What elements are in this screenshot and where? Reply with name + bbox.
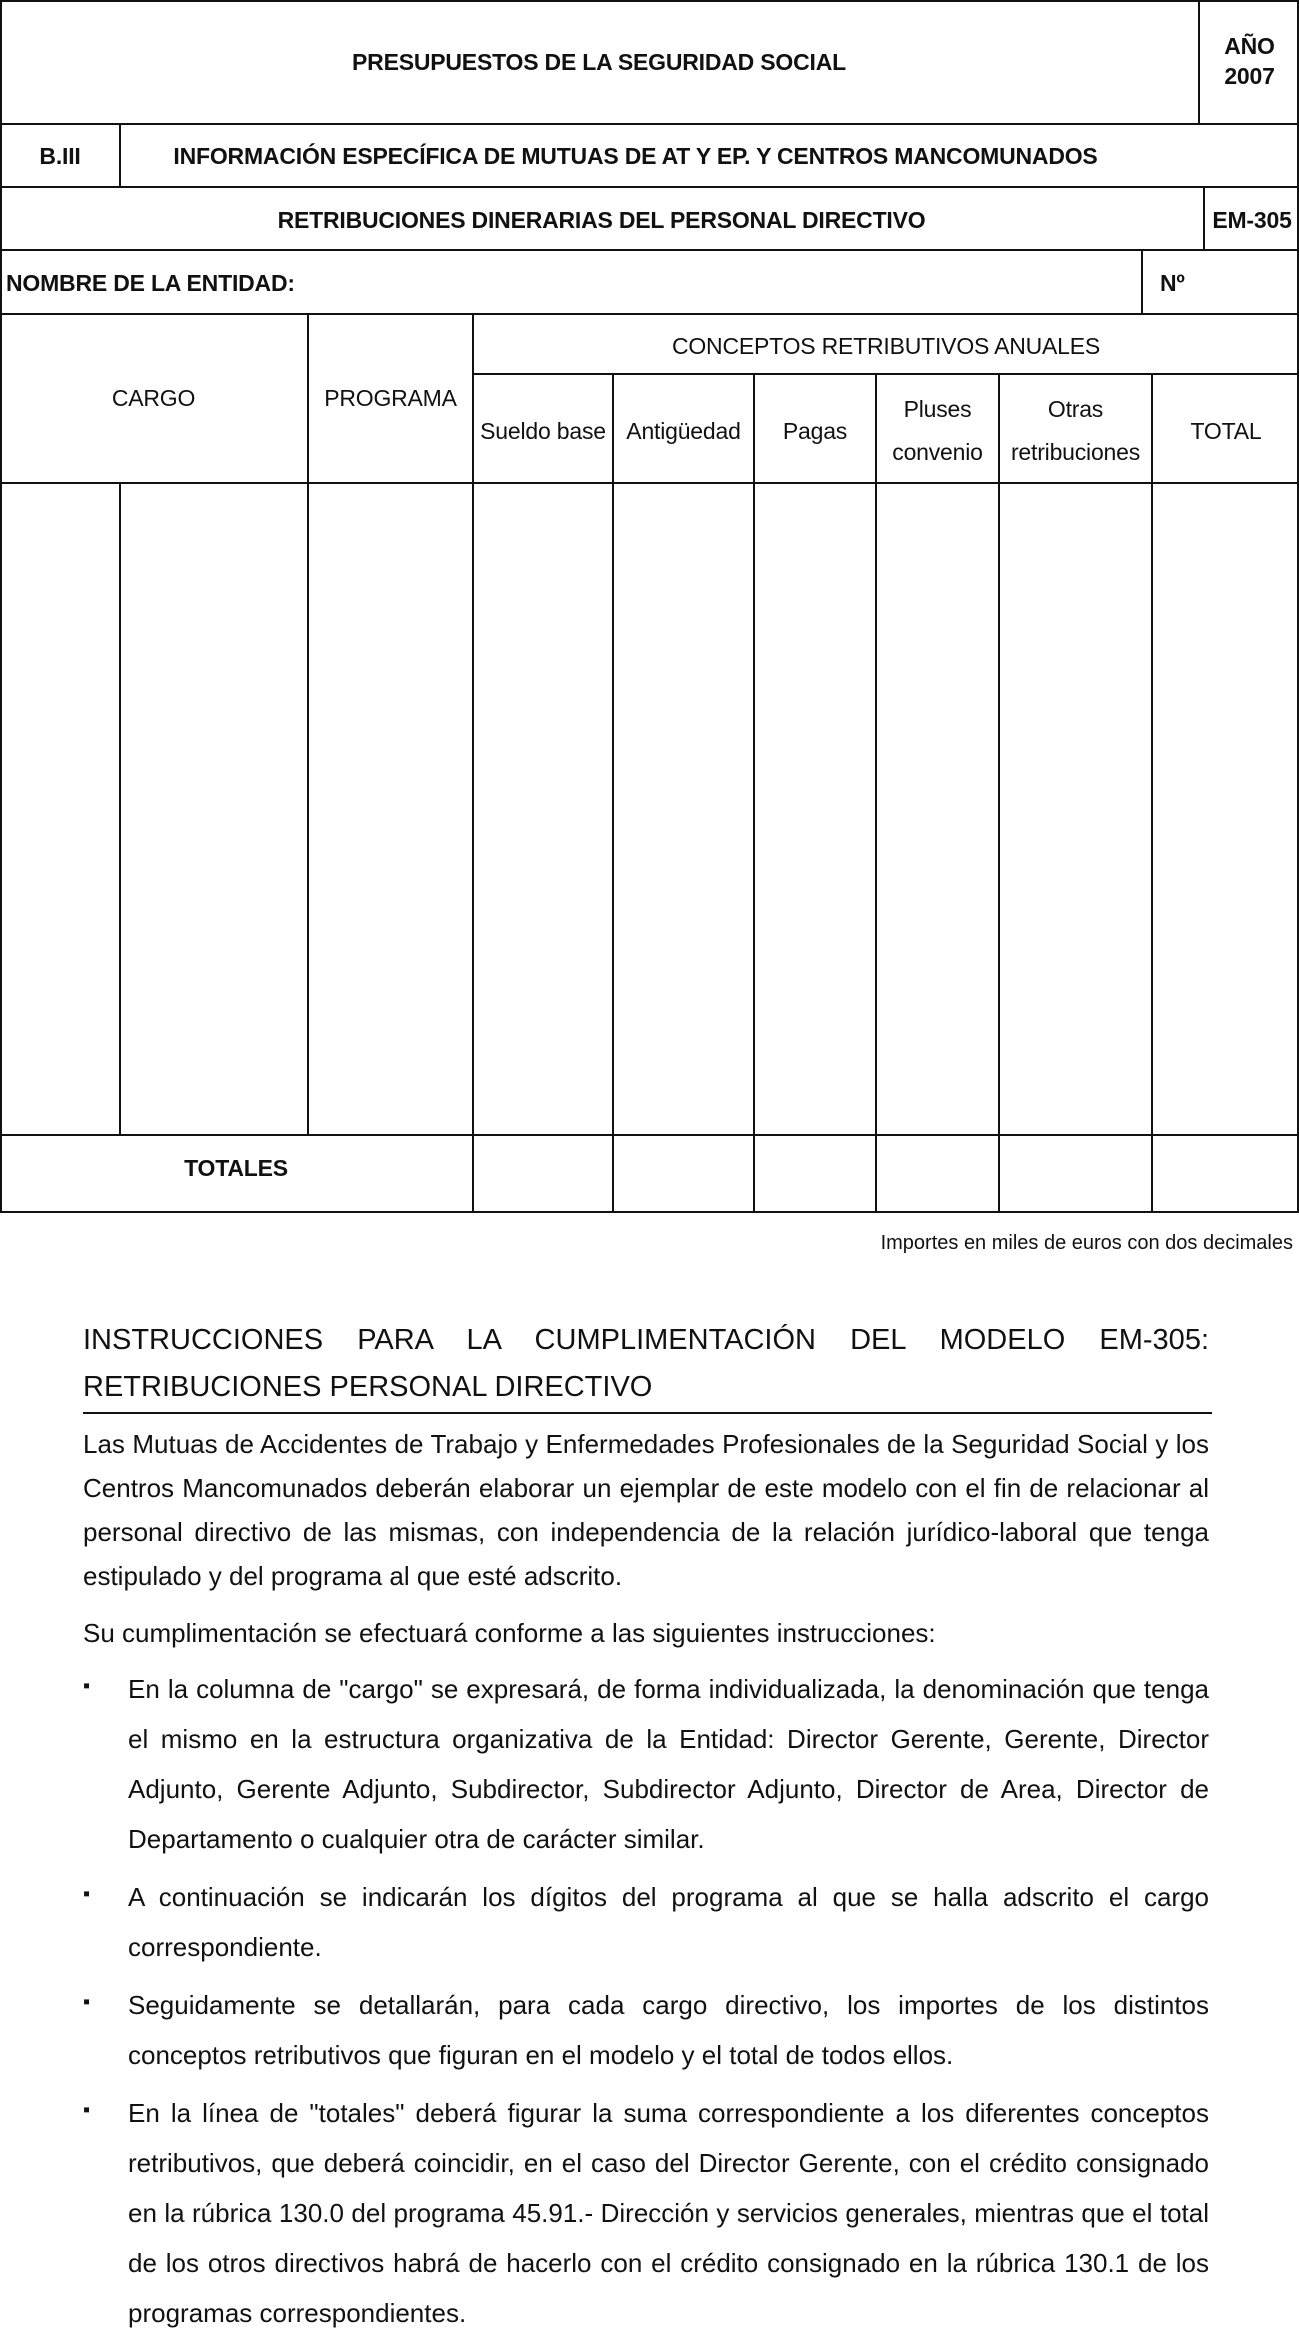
instruction-bullet-4: En la línea de "totales" deberá figurar la suma correspondiente a los diferentes conceptos retributivos, que deberá coincidir, en el caso del Director Gerente, con el crédito consignado en la rúbrica 130.0 del programa 45.91.- Dirección y servicios generales, mientras que el total de los otros directivos habrá de hacerlo con el crédito consignado en la rúbrica 130.1 de los programas correspondientes.: [128, 2098, 1209, 2328]
model-code: EM-305: [1212, 207, 1292, 233]
rule: [307, 313, 309, 1135]
entity-number-label: Nº: [1160, 270, 1185, 296]
col-header-otras-line1: Otras: [1047, 396, 1104, 422]
entity-name-label: NOMBRE DE LA ENTIDAD:: [6, 270, 295, 296]
col-header-pluses-line1: Pluses: [903, 396, 972, 422]
rule: [0, 249, 1299, 251]
rule: [0, 186, 1299, 188]
instructions-heading-text: INSTRUCCIONES PARA LA CUMPLIMENTACIÓN DEL MODELO EM-305:: [83, 1324, 1209, 1356]
col-header-pagas: Pagas: [782, 418, 848, 444]
rule: [1151, 374, 1153, 1213]
col-header-pluses-line2: convenio: [892, 439, 983, 465]
col-header-total: TOTAL: [1190, 418, 1262, 444]
instruction-bullet-3: Seguidamente se detallarán, para cada cargo directivo, los importes de los distintos conceptos retributivos que figuran en el modelo y el total de todos ellos.: [128, 1990, 1209, 2070]
year-value: 2007: [1224, 63, 1275, 89]
form-title: PRESUPUESTOS DE LA SEGURIDAD SOCIAL: [352, 49, 846, 75]
bullet-marker: ▪: [83, 1883, 91, 1905]
bullet-marker: ▪: [83, 2099, 91, 2121]
rule: [0, 123, 1299, 125]
col-header-sueldo-base: Sueldo base: [480, 418, 606, 444]
rule: [119, 483, 121, 1135]
col-header-otras-line2: retribuciones: [1010, 439, 1141, 465]
rule: [998, 374, 1000, 1213]
rule: [612, 374, 614, 1213]
instructions-intro: Las Mutuas de Accidentes de Trabajo y Enfermedades Profesionales de la Seguridad Social y los Centros Mancomunados deberán elaborar un ejemplar de este modelo con el fin de relacionar al personal directivo de las mismas, con independencia de la relación jurídico-laboral que tenga estipulado y del programa al que esté adscrito.: [83, 1429, 1209, 1591]
rule: [0, 313, 1299, 315]
rule: [0, 1134, 1299, 1136]
units-note: Importes en miles de euros con dos decimales: [880, 1232, 1293, 1254]
rule: [0, 482, 1299, 484]
totals-label: TOTALES: [184, 1155, 288, 1181]
section-title: INFORMACIÓN ESPECÍFICA DE MUTUAS DE AT Y EP. Y CENTROS MANCOMUNADOS: [173, 143, 1098, 169]
form-subtitle: RETRIBUCIONES DINERARIAS DEL PERSONAL DIRECTIVO: [277, 207, 926, 233]
bullet-marker: ▪: [83, 1991, 91, 2013]
section-code: B.III: [39, 143, 81, 169]
rule: [875, 374, 877, 1213]
col-header-antiguedad: Antigüedad: [626, 418, 741, 444]
bullet-marker: ▪: [83, 1675, 91, 1697]
instruction-bullet-2: A continuación se indicarán los dígitos del programa al que se halla adscrito el cargo correspondiente.: [128, 1882, 1209, 1962]
rule: [753, 374, 755, 1213]
instructions-heading-line1: [83, 1324, 1209, 1357]
rule: [1198, 0, 1200, 124]
heading-underline: [83, 1412, 1212, 1414]
col-header-programa: PROGRAMA: [324, 385, 457, 411]
rule: [473, 373, 1299, 375]
instructions-lead: Su cumplimentación se efectuará conforme a las siguientes instrucciones:: [83, 1618, 936, 1648]
col-header-cargo: CARGO: [111, 385, 196, 411]
instructions-heading-line2: RETRIBUCIONES PERSONAL DIRECTIVO: [83, 1371, 653, 1403]
rule: [472, 313, 474, 1213]
group-header-conceptos: CONCEPTOS RETRIBUTIVOS ANUALES: [671, 333, 1101, 359]
instruction-bullet-1: En la columna de "cargo" se expresará, de forma individualizada, la denominación que tenga el mismo en la estructura organizativa de la Entidad: Director Gerente, Gerente, Director Adjunto, Gerente Adjunto, Subdirector, Subdirector Adjunto, Director de Area, Director de Departamento o cualquier otra de carácter similar.: [128, 1674, 1209, 1854]
rule: [1141, 250, 1143, 314]
year-label: AÑO: [1224, 33, 1275, 59]
